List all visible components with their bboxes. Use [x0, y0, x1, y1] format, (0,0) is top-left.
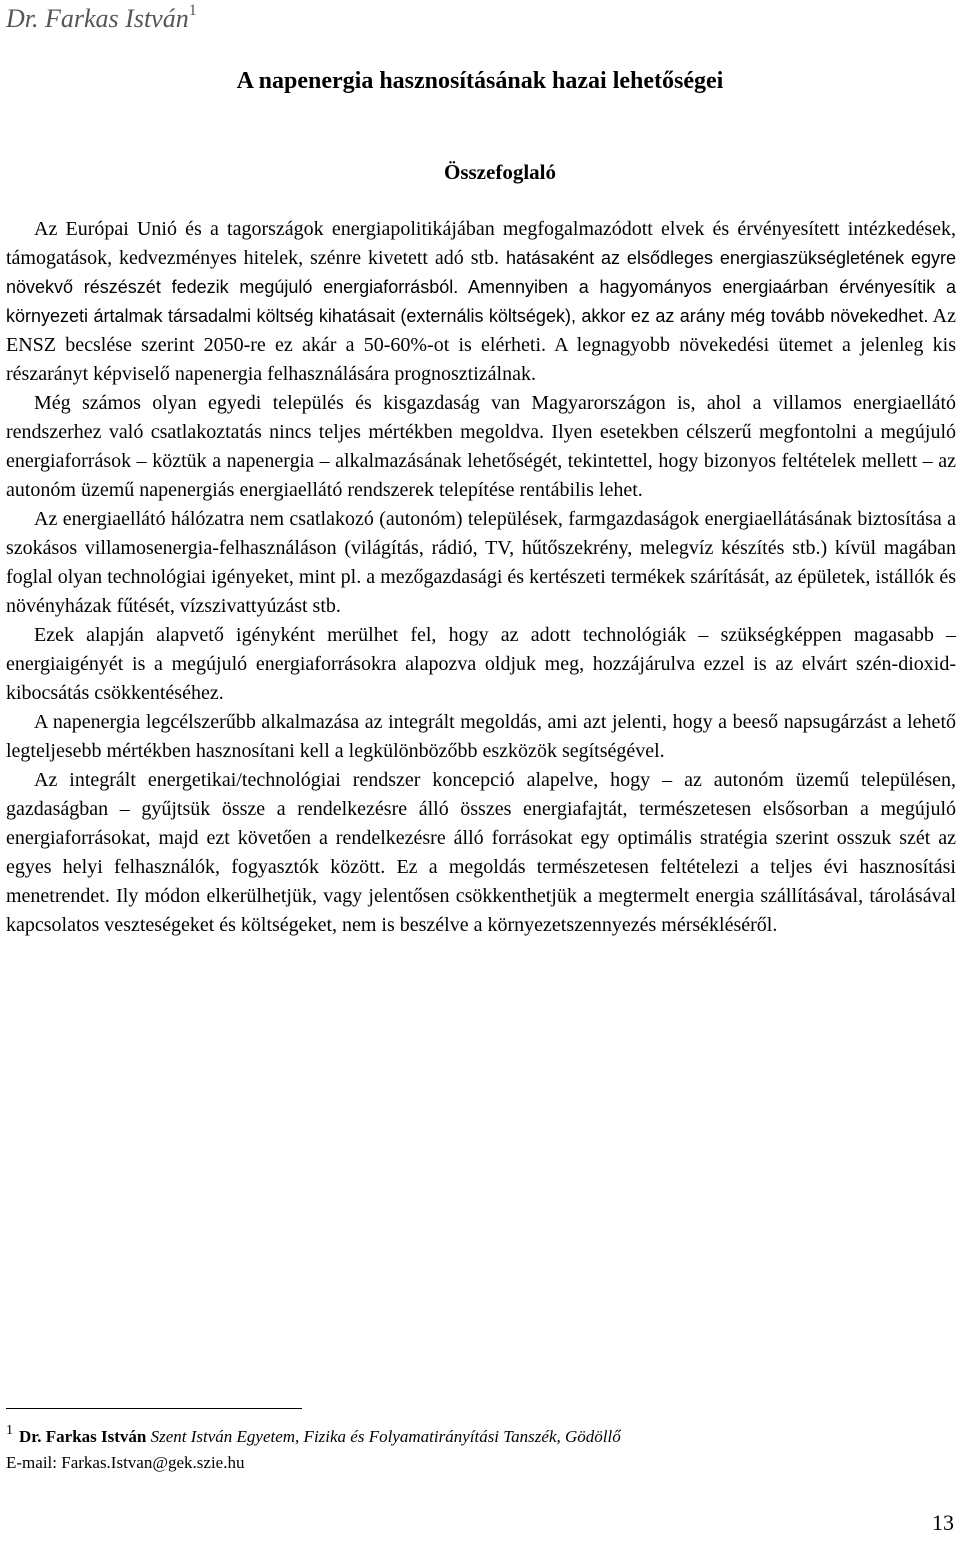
page-title: A napenergia hasznosításának hazai lehetőségei — [236, 68, 724, 94]
paragraph-4: Ezek alapján alapvető igényként merülhet fel, hogy az adott technológiák – szükségképpen magasabb – energiaigényét is a megújuló energiaforrásokra alapozva oldjuk meg, hozzájárulva ezzel is az elvárt szén-dioxid-kibocsátás csökkentéséhez. — [6, 624, 956, 704]
paragraph-1-end: Az ENSZ becslése szerint 2050-re ez akár a 50-60%-ot is elérheti. A legnagyobb növekedési ütemet a jelenleg kis részarányt képviselő napenergia felhasználására prognosztizálnak. — [6, 305, 956, 385]
footnote-number: 1 — [6, 1423, 13, 1438]
paragraph-2: Még számos olyan egyedi település és kisgazdaság van Magyarországon is, ahol a villamos energiaellátó rendszerhez való csatlakoztatás nincs teljes mértékben megoldva. Ilyen esetekben célszerű megfontolni a megújuló energiaforrások – köztük a napenergia – alkalmazásának lehetőségét, tekintettel, hogy bizonyos feltételek mellett – az autonóm üzemű napenergiás energiaellátó rendszerek telepítése rentábilis lehet. — [6, 392, 956, 501]
author-footnote-mark: 1 — [188, 2, 197, 19]
paragraph-6: Az integrált energetikai/technológiai rendszer koncepció alapelve, hogy – az autonóm üzemű településen, gazdaságban – gyűjtsük össze a rendelkezésre álló összes energiafajtát, természetesen elsősorban a megújuló energiaforrásokat, majd ezt követően a rendelkezésre álló forrásokat egy optimális stratégia szerint osszuk szét az egyes helyi felhasználók, fogyasztók között. Ez a megoldás természetesen feltételezi a teljes évi hasznosítási menetrendet. Ily módon elkerülhetjük, vagy jelentősen csökkenthetjük a megtermelt energia szállításával, tárolásával kapcsolatos veszteségeket és költségeket, nem is beszélve a környezetszennyezés mérsékléséről. — [6, 769, 956, 936]
paragraph-1-start: Az Európai Unió és a tagországok energiapolitikájában megfogalmazódott elvek és érvényesített intézkedések, támogatások, kedvezményes hitelek, szénre kivetett adó stb. — [6, 218, 956, 269]
paragraph-1 — [6, 215, 956, 389]
footnote-line-1 — [6, 1418, 906, 1450]
page-number: 13 — [932, 1510, 954, 1535]
abstract-heading: Összefoglaló — [444, 160, 556, 184]
footnote-divider — [6, 1408, 302, 1409]
body-text — [6, 215, 956, 940]
author-header — [6, 2, 197, 34]
footnote-email: E-mail: Farkas.Istvan@gek.szie.hu — [6, 1453, 245, 1472]
footnote-author: Dr. Farkas István — [19, 1427, 147, 1446]
paragraph-1-sans-segment: hatásaként az elsődleges energiaszükségletének egyre növekvő részészét fedezik megújuló energiaforrásból. Amennyiben a hagyományos energiaárban érvényesítik a környezeti ártalmak társadalmi költség kihatásait (externális költségek), akkor ez az arány még tovább növekedhet. — [6, 248, 956, 326]
footnote — [6, 1418, 906, 1476]
footnote-affiliation: Szent István Egyetem, Fizika és Folyamatirányítási Tanszék, Gödöllő — [150, 1427, 621, 1446]
paragraph-5: A napenergia legcélszerűbb alkalmazása az integrált megoldás, ami azt jelenti, hogy a beeső napsugárzást a lehető legteljesebb mértékben hasznosítani kell a legkülönbözőbb eszközök segítségével. — [6, 711, 956, 762]
author-name: Dr. Farkas István — [6, 4, 189, 33]
paragraph-3: Az energiaellátó hálózatra nem csatlakozó (autonóm) települések, farmgazdaságok energiaellátásának biztosítása a szokásos villamosenergia-felhasználáson (világítás, rádió, TV, hűtőszekrény, melegvíz készítés stb.) kívül magában foglal olyan technológiai igényeket, mint pl. a mezőgazdasági és kertészeti termékek szárítását, az épületek, istállók és növényházak fűtését, vízszivattyúzást stb. — [6, 508, 956, 617]
